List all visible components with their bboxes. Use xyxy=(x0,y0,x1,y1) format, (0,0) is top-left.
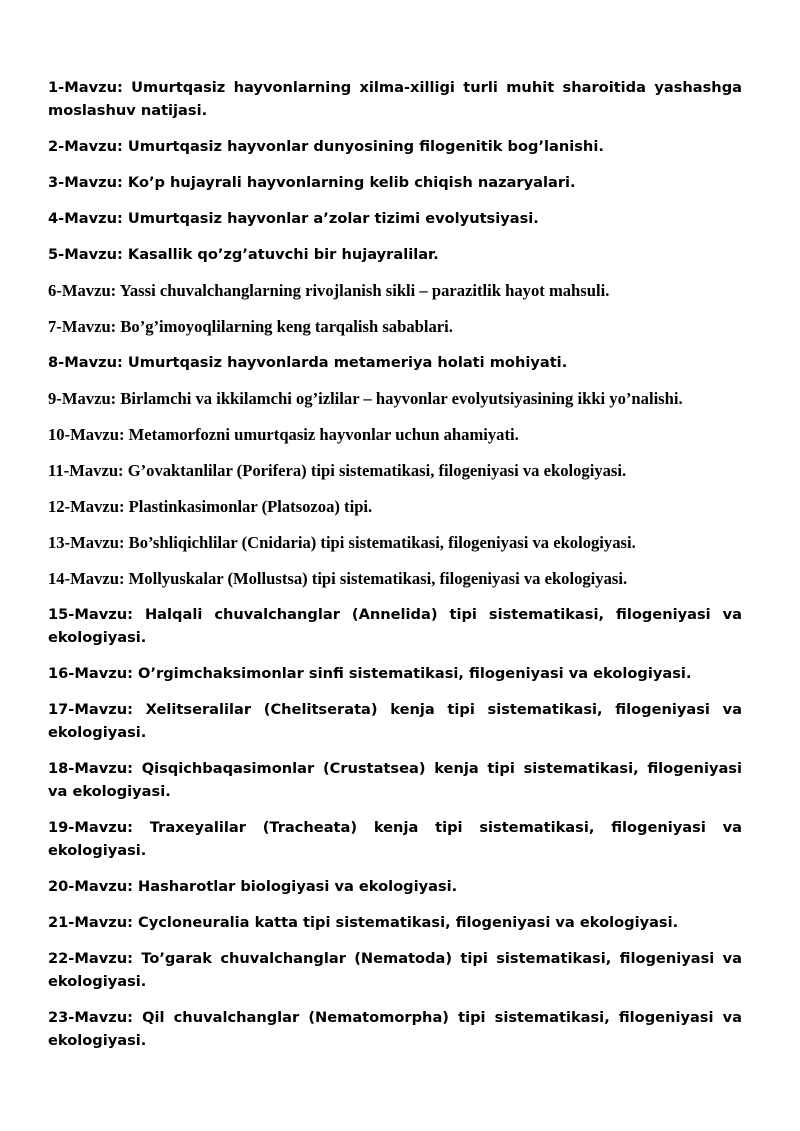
topic-item: 1-Mavzu: Umurtqasiz hayvonlarning xilma-xilligi turli muhit sharoitida yashashga moslashuv natijasi. xyxy=(48,79,742,119)
topic-item: 14-Mavzu: Mollyuskalar (Mollustsa) tipi sistematikasi, filogeniyasi va ekologiyasi. xyxy=(48,569,628,588)
topic-item: 2-Mavzu: Umurtqasiz hayvonlar dunyosining filogenitik bog’lanishi. xyxy=(48,138,604,155)
topic-item: 6-Mavzu: Yassi chuvalchanglarning rivojlanish sikli – parazitlik hayot mahsuli. xyxy=(48,281,610,300)
topic-item: 8-Mavzu: Umurtqasiz hayvonlarda metameriya holati mohiyati. xyxy=(48,354,568,371)
topic-item: 20-Mavzu: Hasharotlar biologiyasi va ekologiyasi. xyxy=(48,878,458,895)
topic-item: 11-Mavzu: G’ovaktanlilar (Porifera) tipi sistematikasi, filogeniyasi va ekologiyasi. xyxy=(48,461,627,480)
topic-item: 5-Mavzu: Kasallik qo’zg’atuvchi bir hujayralilar. xyxy=(48,246,439,263)
topic-item: 22-Mavzu: To’garak chuvalchanglar (Nematoda) tipi sistematikasi, filogeniyasi va ekologiyasi. xyxy=(48,950,742,990)
topic-item: 4-Mavzu: Umurtqasiz hayvonlar a’zolar tizimi evolyutsiyasi. xyxy=(48,210,539,227)
topic-item: 18-Mavzu: Qisqichbaqasimonlar (Crustatsea) kenja tipi sistematikasi, filogeniyasi va ekologiyasi. xyxy=(48,760,742,800)
topic-item: 17-Mavzu: Xelitseralilar (Chelitserata) kenja tipi sistematikasi, filogeniyasi va ekologiyasi. xyxy=(48,701,742,741)
topic-item: 3-Mavzu: Ko’p hujayrali hayvonlarning kelib chiqish nazaryalari. xyxy=(48,174,576,191)
topic-list xyxy=(48,76,742,1052)
topic-item: 7-Mavzu: Bo’g’imoyoqlilarning keng tarqalish sabablari. xyxy=(48,317,453,336)
topic-item: 9-Mavzu: Birlamchi va ikkilamchi og’izlilar – hayvonlar evolyutsiyasining ikki yo’nalishi. xyxy=(48,389,683,408)
topic-item: 16-Mavzu: O’rgimchaksimonlar sinfi sistematikasi, filogeniyasi va ekologiyasi. xyxy=(48,665,692,682)
topic-item: 15-Mavzu: Halqali chuvalchanglar (Annelida) tipi sistematikasi, filogeniyasi va ekologiyasi. xyxy=(48,606,742,646)
topic-item: 23-Mavzu: Qil chuvalchanglar (Nematomorpha) tipi sistematikasi, filogeniyasi va ekologiyasi. xyxy=(48,1009,742,1049)
topic-item: 10-Mavzu: Metamorfozni umurtqasiz hayvonlar uchun ahamiyati. xyxy=(48,425,519,444)
topic-item: 21-Mavzu: Cycloneuralia katta tipi sistematikasi, filogeniyasi va ekologiyasi. xyxy=(48,914,679,931)
topic-item: 12-Mavzu: Plastinkasimonlar (Platsozoa) tipi. xyxy=(48,497,373,516)
topic-item: 13-Mavzu: Bo’shliqichlilar (Cnidaria) tipi sistematikasi, filogeniyasi va ekologiyasi. xyxy=(48,533,636,552)
topic-item: 19-Mavzu: Traxeyalilar (Tracheata) kenja tipi sistematikasi, filogeniyasi va ekologiyasi. xyxy=(48,819,742,859)
